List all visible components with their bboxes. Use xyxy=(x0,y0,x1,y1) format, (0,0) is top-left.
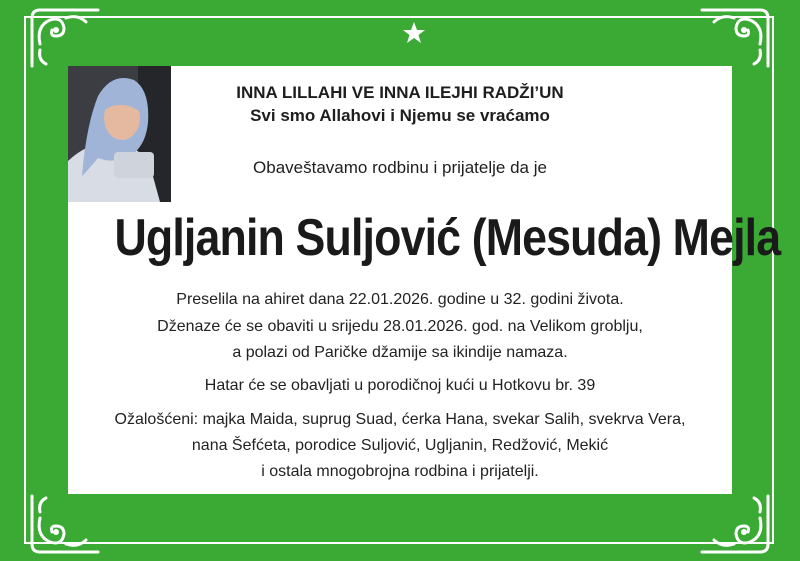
hatar-line: Hatar će se obavljati u porodičnoj kući u Hotkovu br. 39 xyxy=(204,377,596,394)
mourners-line: i ostala mnogobrojna rodbina i prijatelji. xyxy=(261,463,539,480)
funeral-line: Dženaze će se obaviti u srijedu 28.01.2026. god. na Velikom groblju, xyxy=(157,318,643,335)
intro-text: Obaveštavamo rodbinu i prijatelje da je xyxy=(253,158,547,177)
notice-panel xyxy=(68,66,781,494)
departure-line: a polazi od Paričke džamije sa ikindije namaza. xyxy=(232,344,568,361)
floral-ornament-icon xyxy=(696,4,774,70)
deceased-name: Ugljanin Suljović (Mesuda) Mejla xyxy=(114,209,781,267)
floral-ornament-icon xyxy=(26,4,104,70)
crescent-star-icon xyxy=(362,2,438,64)
floral-ornament-icon xyxy=(696,492,774,558)
floral-ornament-icon xyxy=(26,492,104,558)
mourners-line: Ožalošćeni: majka Maida, suprug Suad, ćerka Hana, svekar Salih, svekrva Vera, xyxy=(114,411,686,428)
death-date-line: Preselila na ahiret dana 22.01.2026. godine u 32. godini života. xyxy=(176,291,624,308)
header-translation: Svi smo Allahovi i Njemu se vraćamo xyxy=(250,106,550,125)
header-invocation: INNA LILLAHI VE INNA ILEJHI RADŽI’UN xyxy=(236,83,564,102)
mourners-line: nana Šefćeta, porodice Suljović, Ugljanin, Redžović, Mekić xyxy=(191,437,609,454)
